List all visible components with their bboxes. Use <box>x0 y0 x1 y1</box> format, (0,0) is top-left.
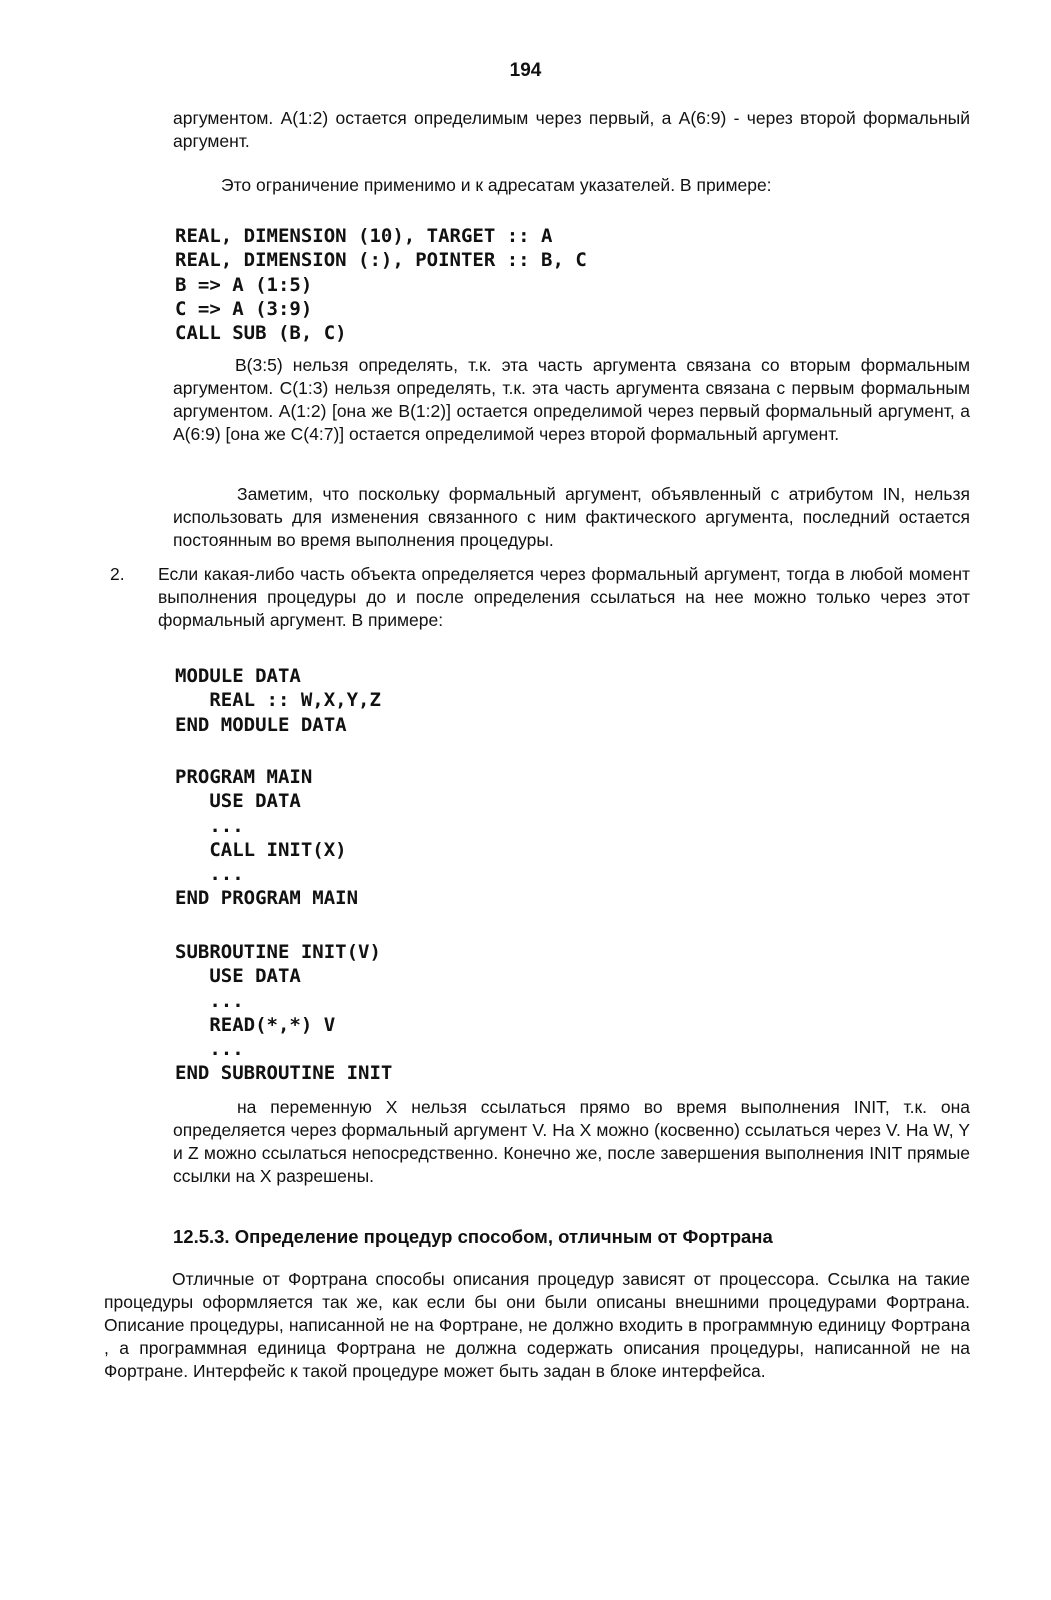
code-block-program: PROGRAM MAIN USE DATA ... CALL INIT(X) ... END PROGRAM MAIN <box>175 766 359 910</box>
paragraph-intro: аргументом. A(1:2) остается определимым через первый, а A(6:9) - через второй формальный аргумент. <box>173 108 970 151</box>
paragraph-note-in: Заметим, что поскольку формальный аргумент, объявленный с атрибутом IN, нельзя использовать для изменения связанного с ним фактического аргумента, последний остается постоянным во время выполнения процедуры. <box>173 484 970 550</box>
page-number: 194 <box>509 60 542 81</box>
list-item-number: 2. <box>110 564 125 584</box>
paragraph-final: Отличные от Фортрана способы описания процедур зависят от процессора. Ссылка на такие процедуры оформляется так же, как если бы они были описаны внешними процедурами Фортрана. Описание процедуры, написанной не на Фортране, не должно входить в программную единицу Фортрана , а программная единица Фортрана не должна содержать описания процедуры, написанной не на Фортране. Интерфейс к такой процедуре может быть задан в блоке интерфейса. <box>104 1269 970 1381</box>
paragraph-explanation-2: на переменную X нельзя ссылаться прямо во время выполнения INIT, т.к. она определяется через формальный аргумент V. На X можно (косвенно) ссылаться через V. На W, Y и Z можно ссылаться непосредственно. Конечно же, после завершения выполнения INIT прямые ссылки на X разрешены. <box>173 1097 970 1186</box>
code-block-subroutine: SUBROUTINE INIT(V) USE DATA ... READ(*,*) V ... END SUBROUTINE INIT <box>175 941 393 1085</box>
paragraph-explanation-1: B(3:5) нельзя определять, т.к. эта часть аргумента связана со вторым формальным аргументом. C(1:3) нельзя определять, т.к. эта часть аргумента связана с первым формальным аргументом. A(1:2) [она же B(1:2)] остается определимой через первый формальный аргумент, а A(6:9) [она же C(4:7)] остается определимой через второй формальный аргумент. <box>173 355 970 444</box>
section-heading: 12.5.3. Определение процедур способом, отличным от Фортрана <box>173 1226 773 1247</box>
paragraph-restriction: Это ограничение применимо и к адресатам указателей. В примере: <box>221 175 772 195</box>
code-block-module: MODULE DATA REAL :: W,X,Y,Z END MODULE DATA <box>175 665 381 736</box>
list-item-text: Если какая-либо часть объекта определяется через формальный аргумент, тогда в любой момент выполнения процедуры до и после определения ссылаться на нее можно только через этот формальный аргумент. В примере: <box>158 564 970 630</box>
code-block-pointers: REAL, DIMENSION (10), TARGET :: A REAL, DIMENSION (:), POINTER :: B, C B => A (1:5) C => A (3:9) CALL SUB (B, C) <box>175 225 587 345</box>
